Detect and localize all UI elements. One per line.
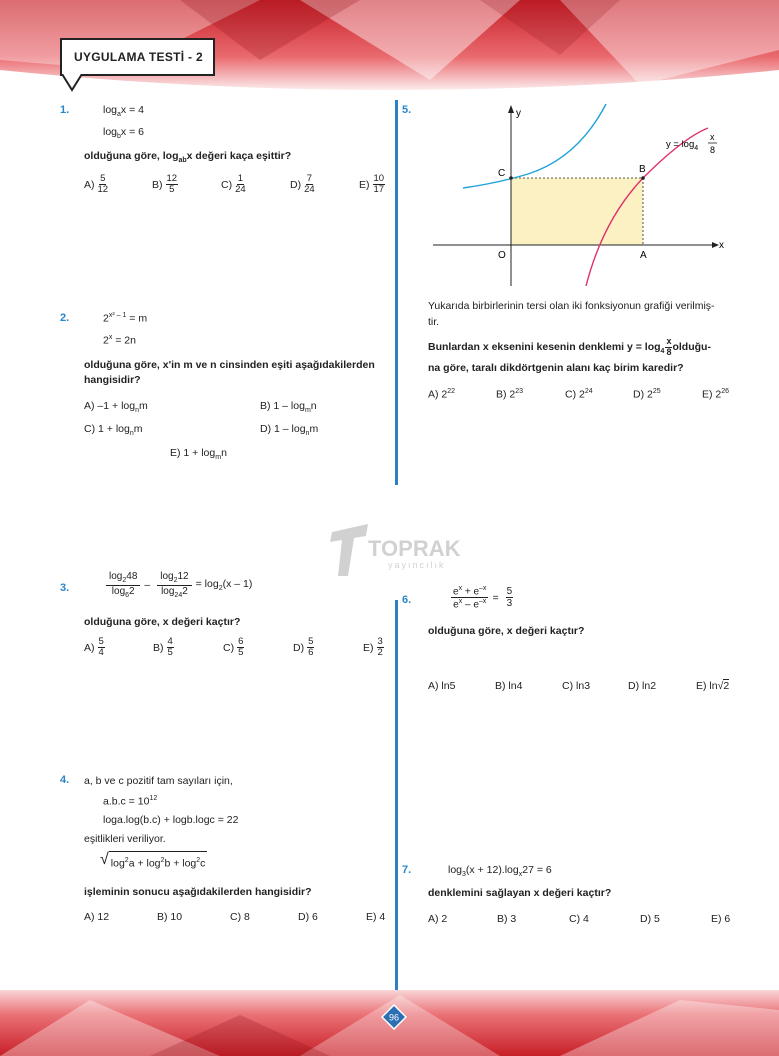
option-value: ln xyxy=(709,680,718,692)
q6-option-c xyxy=(562,680,590,692)
fraction-denominator: 17 xyxy=(373,184,385,196)
option-label: D) xyxy=(293,641,305,654)
q4-question: işleminin sonucu aşağıdakilerden hangisidir? xyxy=(84,886,312,898)
option-text: –1 + log xyxy=(97,400,136,412)
option-text: m xyxy=(133,423,143,435)
option-value: 12 xyxy=(97,911,110,923)
option-text: n xyxy=(310,400,317,412)
q1-question: olduğuna göre, $\log_{ab}x$ değeri kaça eşittir? xyxy=(84,150,292,165)
option-value: 3 xyxy=(510,913,517,925)
option-text: m xyxy=(139,400,148,412)
fraction-numerator: 7 xyxy=(306,173,313,184)
point-b-label: B xyxy=(639,164,646,175)
option-value: ln2 xyxy=(642,680,657,692)
option-label: D) xyxy=(260,423,272,435)
fraction-denominator: 4 xyxy=(98,647,104,659)
option-label: E) xyxy=(170,447,181,459)
q7-option-c xyxy=(569,913,589,925)
option-value: 10 xyxy=(170,911,183,923)
origin-label: O xyxy=(498,250,506,261)
option-fraction xyxy=(167,637,174,659)
q4-intro: a, b ve c pozitif tam sayıları için, xyxy=(84,775,233,787)
q4-option-c xyxy=(230,911,250,923)
option-value: 4 xyxy=(379,911,386,923)
fraction-denominator: 5 xyxy=(238,647,244,659)
q6-option-d xyxy=(628,680,656,692)
option-label: D) xyxy=(298,911,310,923)
q3-option-e xyxy=(363,637,384,659)
q1-option-b xyxy=(152,174,178,196)
q1-option-e xyxy=(359,174,385,196)
question-6-number: 6. xyxy=(402,594,412,606)
option-label: E) xyxy=(702,388,713,401)
fraction-numerator: 5 xyxy=(308,636,314,647)
q7-option-e xyxy=(711,913,730,925)
option-label: E) xyxy=(366,911,377,923)
q6-question: olduğuna göre, x değeri kaçtır? xyxy=(428,625,585,637)
option-label: C) xyxy=(223,641,235,654)
toprak-logo xyxy=(328,522,463,582)
option-exponent: 25 xyxy=(652,388,661,395)
fraction-denominator: 24 xyxy=(304,184,315,196)
option-value: ln3 xyxy=(576,680,591,692)
q5-option-e xyxy=(702,388,729,401)
option-fraction xyxy=(237,637,244,659)
q1-option-d xyxy=(290,174,315,196)
q2-option-b xyxy=(260,400,317,414)
shaded-rectangle xyxy=(511,178,643,245)
option-subscript: n xyxy=(305,430,310,438)
page-number-badge xyxy=(381,1004,407,1030)
q3-equation: $\frac{\log_248}{\log_62}$ – $\frac{\log_212}{\log_{24}2}$ = $\log_2(x - 1)$ xyxy=(103,571,252,599)
q3-option-d xyxy=(293,637,314,659)
fraction-denominator: 6 xyxy=(308,647,314,659)
option-base: 2 xyxy=(509,388,516,401)
q5-option-a xyxy=(428,388,455,401)
sqrt-symbol: √ xyxy=(717,680,724,692)
q5-question-1: Bunlardan x eksenini kesenin denklemi y = log $_4$ $\frac{x}{8}$ olduğu- xyxy=(428,336,711,357)
q6-option-e xyxy=(696,680,729,692)
option-fraction xyxy=(235,174,246,196)
option-base: 2 xyxy=(647,388,653,401)
option-value: ln5 xyxy=(441,680,456,692)
point-c-label: C xyxy=(498,168,506,179)
q4-given-note: eşitlikleri veriliyor. xyxy=(84,833,166,845)
option-value: 4 xyxy=(583,913,589,925)
q7-question: denklemini sağlayan x değeri kaçtır? xyxy=(428,887,612,899)
column-divider-top xyxy=(395,100,398,485)
q4-option-a xyxy=(84,911,109,923)
exponential-curve xyxy=(463,104,606,188)
option-label: C) xyxy=(562,680,574,692)
fraction-denominator: 5 xyxy=(167,647,173,659)
option-label: A) xyxy=(428,680,439,692)
q5-option-c xyxy=(565,388,593,401)
option-value: ln4 xyxy=(508,680,523,692)
question-3-number: 3. xyxy=(60,582,70,594)
q3-option-c xyxy=(223,637,244,659)
option-label: C) xyxy=(221,178,233,191)
point-a-label: A xyxy=(640,250,647,261)
fraction-numerator: 4 xyxy=(167,636,173,647)
option-text: 1 – log xyxy=(273,400,305,412)
q7-option-d xyxy=(640,913,660,925)
option-exponent: 22 xyxy=(447,388,456,395)
option-fraction xyxy=(307,637,314,659)
option-label: E) xyxy=(363,641,374,654)
fraction-denominator: 2 xyxy=(377,647,383,659)
q4-option-e xyxy=(366,911,385,923)
q5-text-1b: tir. xyxy=(428,316,440,328)
fraction-numerator: 5 xyxy=(98,636,104,647)
fraction-numerator: 1 xyxy=(237,173,244,184)
curve-label: $y = \log_4$ xyxy=(666,139,699,152)
q5-option-d xyxy=(633,388,661,401)
fraction-numerator: 5 xyxy=(100,173,106,184)
q5-text-1: Yukarıda birbirlerinin tersi olan iki fonksiyonun grafiği verilmiş- xyxy=(428,300,715,312)
q5-option-b xyxy=(496,388,523,401)
question-2-number: 2. xyxy=(60,312,70,324)
option-subscript: n xyxy=(129,430,134,438)
option-label: D) xyxy=(628,680,640,692)
option-label: A) xyxy=(84,400,95,412)
option-text: 1 – log xyxy=(274,423,306,435)
q4-option-b xyxy=(157,911,182,923)
option-fraction xyxy=(98,174,109,196)
option-subscript: m xyxy=(304,407,311,415)
q1-given-2: $\log_bx = 6$ xyxy=(103,126,144,141)
question-5-number: 5. xyxy=(402,104,412,116)
question-1-number: 1. xyxy=(60,104,70,116)
fraction-denominator: 24 xyxy=(235,184,246,196)
q2-given-1: $2^{x^2 - 1} = m$ xyxy=(103,312,148,325)
q1-option-a xyxy=(84,174,108,196)
q7-option-a xyxy=(428,913,447,925)
x-axis-arrow xyxy=(712,242,719,248)
option-label: A) xyxy=(84,641,95,654)
option-label: C) xyxy=(565,388,577,401)
q2-option-e xyxy=(170,447,227,461)
fraction-numerator: 10 xyxy=(373,173,385,184)
q5-graph xyxy=(428,100,728,290)
question-4-number: 4. xyxy=(60,774,70,786)
curve-label-den: 8 xyxy=(710,145,716,155)
option-label: A) xyxy=(428,913,439,925)
q7-equation: $\log_3(x + 12).\log_x27 = 6$ xyxy=(448,864,552,879)
fraction-numerator: 3 xyxy=(377,636,383,647)
test-title-box xyxy=(60,38,215,76)
sqrt-radicand: 2 xyxy=(723,680,730,692)
option-fraction xyxy=(166,174,179,196)
q6-equation: $\frac{e^x + e^{-x}}{e^x - e^{-x}}$ = $\frac{5}{3}$ xyxy=(453,585,513,611)
option-text: 1 + log xyxy=(183,447,216,459)
fraction-denominator: 12 xyxy=(97,184,109,196)
q4-root-expression: √ $\log^2a + \log^2b + \log^2c$ xyxy=(100,851,206,870)
option-label: E) xyxy=(711,913,722,925)
option-label: A) xyxy=(84,911,95,923)
option-label: C) xyxy=(230,911,242,923)
option-base: 2 xyxy=(579,388,585,401)
q2-question: olduğuna göre, x'in m ve n cinsinden eşiti aşağıdakilerden hangisidir? xyxy=(84,359,375,386)
option-value: 6 xyxy=(312,911,318,923)
option-label: B) xyxy=(495,680,506,692)
option-label: D) xyxy=(640,913,652,925)
option-subscript: m xyxy=(215,454,222,462)
option-fraction xyxy=(98,637,105,659)
option-label: B) xyxy=(157,911,168,923)
fraction-numerator: 12 xyxy=(166,173,178,184)
option-exponent: 24 xyxy=(584,388,593,395)
svg-text:yayıncılık: yayıncılık xyxy=(388,560,446,570)
q6-option-b xyxy=(495,680,522,692)
option-value: 8 xyxy=(244,911,250,923)
option-label: D) xyxy=(633,388,645,401)
q1-option-c xyxy=(221,174,246,196)
option-base: 2 xyxy=(715,388,722,401)
option-text: m xyxy=(309,423,319,435)
option-label: B) xyxy=(152,178,163,191)
test-title: UYGULAMA TESTİ - 2 xyxy=(74,50,203,64)
option-label: B) xyxy=(497,913,508,925)
fraction-denominator: 5 xyxy=(169,184,175,196)
curve-label-num: x xyxy=(710,132,715,142)
page-number: 96 xyxy=(388,1012,400,1023)
option-value: 5 xyxy=(654,913,660,925)
option-label: A) xyxy=(84,178,95,191)
title-box-tail xyxy=(60,74,90,94)
q2-option-a xyxy=(84,400,148,414)
option-label: D) xyxy=(290,178,302,191)
q4-given-1: $a.b.c = 10^{12}$ xyxy=(103,795,158,808)
y-axis-label: y xyxy=(516,108,521,119)
q3-option-a xyxy=(84,637,105,659)
q2-given-2: $2^x = 2n$ xyxy=(103,334,136,347)
option-label: B) xyxy=(496,388,507,401)
option-text: 1 + log xyxy=(98,423,130,435)
q3-option-b xyxy=(153,637,174,659)
point-c-dot xyxy=(509,176,513,180)
option-value: 2 xyxy=(441,913,448,925)
option-label: B) xyxy=(153,641,164,654)
option-value: 6 xyxy=(724,913,731,925)
option-label: C) xyxy=(569,913,581,925)
option-exponent: 26 xyxy=(721,388,730,395)
option-fraction xyxy=(304,174,315,196)
q6-option-a xyxy=(428,680,455,692)
option-base: 2 xyxy=(441,388,448,401)
option-fraction xyxy=(377,637,384,659)
column-divider-bottom xyxy=(395,600,398,990)
option-label: B) xyxy=(260,400,271,412)
q7-option-b xyxy=(497,913,516,925)
q4-option-d xyxy=(298,911,318,923)
q4-given-2: loga.log(b.c) + logb.logc = 22 xyxy=(103,814,239,826)
option-subscript: n xyxy=(135,407,139,415)
option-label: E) xyxy=(696,680,707,692)
option-label: E) xyxy=(359,178,370,191)
option-label: A) xyxy=(428,388,439,401)
q5-question-2: na göre, taralı dikdörtgenin alanı kaç birim karedir? xyxy=(428,362,684,374)
option-exponent: 23 xyxy=(515,388,524,395)
fraction-numerator: 6 xyxy=(238,636,244,647)
option-fraction xyxy=(373,174,386,196)
option-label: C) xyxy=(84,423,96,435)
q2-option-d xyxy=(260,423,318,437)
q1-given-1: $\log_ax = 4$ xyxy=(103,104,144,119)
point-b-dot xyxy=(641,176,645,180)
svg-text:TOPRAK: TOPRAK xyxy=(368,536,461,561)
q2-option-c xyxy=(84,423,143,437)
question-7-number: 7. xyxy=(402,864,412,876)
q3-question: olduğuna göre, x değeri kaçtır? xyxy=(84,616,241,628)
option-text: n xyxy=(221,447,227,459)
y-axis-arrow xyxy=(508,105,514,113)
x-axis-label: x xyxy=(719,240,724,251)
